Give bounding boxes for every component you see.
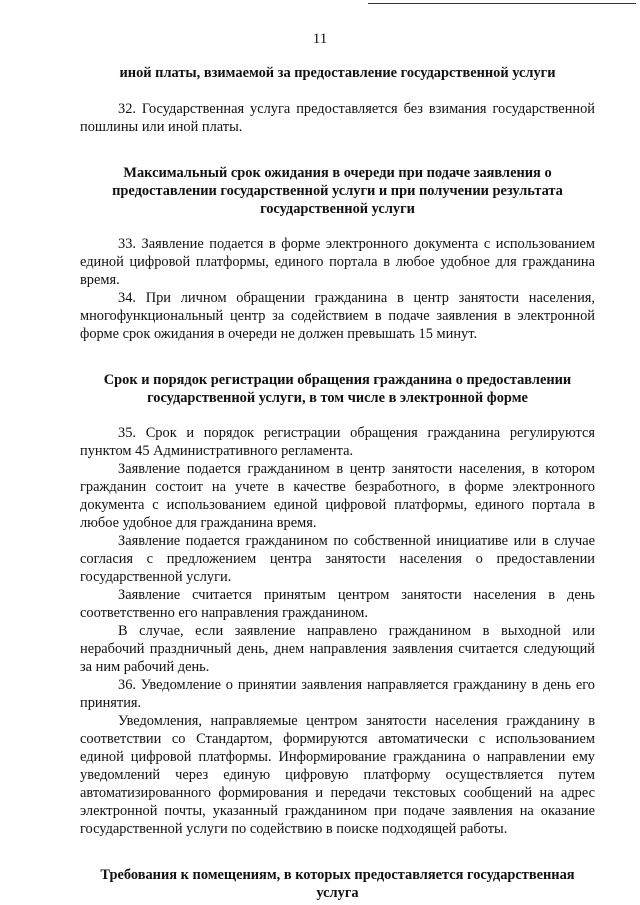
paragraph-35-d: В случае, если заявление направлено гражданином в выходной или нерабочий праздничный день, днем направления заявления считается следующий за ним рабочий день. <box>80 623 595 675</box>
paragraph-35-a: Заявление подается гражданином в центр занятости населения, в котором гражданин состоит на учете в качестве безработного, в форме электронного документа с использованием единой цифровой платформы, единого портала в любое удобное для гражданина время. <box>80 461 595 531</box>
paragraph-34: 34. При личном обращении гражданина в центр занятости населения, многофункциональный центр за содействием в подаче заявления в электронной форме срок ожидания в очереди не должен превышать 15 минут. <box>80 290 595 342</box>
paragraph-35: 35. Срок и порядок регистрации обращения гражданина регулируются пунктом 45 Административного регламента. <box>80 425 595 459</box>
heading-continued: иной платы, взимаемой за предоставление государственной услуги <box>119 65 556 81</box>
paragraph-35-c: Заявление считается принятым центром занятости населения в день соответственно его направления гражданином. <box>80 587 595 621</box>
paragraph-33: 33. Заявление подается в форме электронного документа с использованием единой цифровой платформы, единого портала в любое удобное для гражданина время. <box>80 236 595 288</box>
heading-registration: Срок и порядок регистрации обращения гражданина о предоставлении государственной услуги, в том числе в электронной форме <box>103 372 572 406</box>
paragraph-35-b: Заявление подается гражданином по собственной инициативе или в случае согласия с предложением центра занятости населения о предоставлении государственной услуги. <box>80 533 595 585</box>
heading-queue: Максимальный срок ожидания в очереди при подаче заявления о предоставлении государственной услуги и при получении результата государственной услуги <box>112 165 563 217</box>
page-number: 11 <box>312 31 328 47</box>
paragraph-32: 32. Государственная услуга предоставляется без взимания государственной пошлины или иной платы. <box>80 101 595 135</box>
heading-premises: Требования к помещениям, в которых предоставляется государственная услуга <box>100 867 575 901</box>
header-rule <box>368 3 636 4</box>
paragraph-36-a: Уведомления, направляемые центром занятости населения гражданину в соответствии со Стандартом, формируются автоматически с использованием единой цифровой платформы. Информирование гражданина о направлении ему уведомлений через единую цифровую платформу осуществляется путем автоматизированного формирования и передачи текстовых сообщений на адрес электронной почты, указанный гражданином при подаче заявления на оказание государственной услуги по содействию в поиске подходящей работы. <box>80 713 595 837</box>
document-body <box>80 64 595 902</box>
paragraph-36: 36. Уведомление о принятии заявления направляется гражданину в день его принятия. <box>80 677 595 711</box>
